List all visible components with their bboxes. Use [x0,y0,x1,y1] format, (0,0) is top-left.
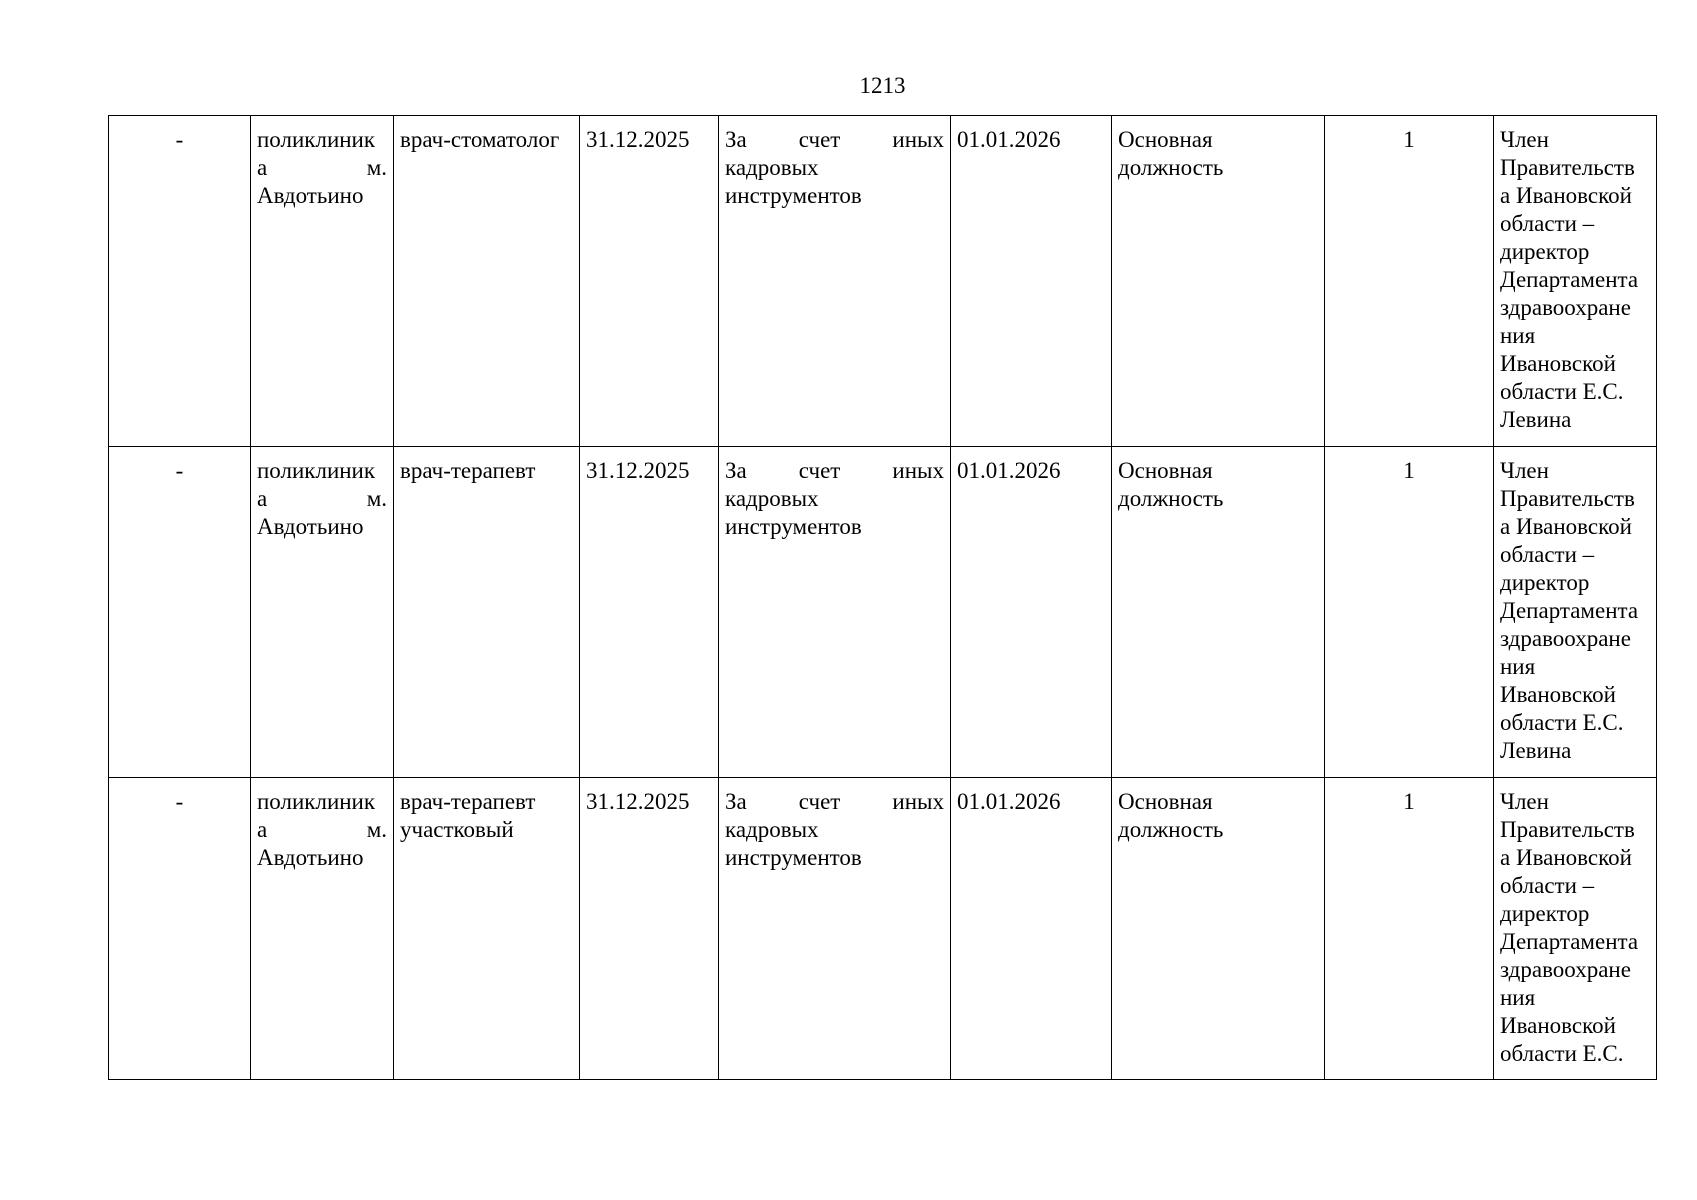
count-cell: 1 [1325,778,1494,1080]
post-type-cell: Основная должность [1112,116,1325,447]
count-cell: 1 [1325,447,1494,778]
row-marker: - [109,447,251,778]
row-marker: - [109,778,251,1080]
post-type-cell: Основная должность [1112,778,1325,1080]
responsible-cell: Член Правительств а Ивановской области – директор Департамента здравоохране ния Ивановской области Е.С. [1494,778,1657,1080]
table-row [109,447,1657,778]
position-cell: врач-терапевт участковый [394,778,580,1080]
table-row [109,778,1657,1080]
page-number: 1213 [859,73,906,98]
staffing-table [108,115,1657,1080]
date-end-cell: 31.12.2025 [580,778,719,1080]
funding-cell: За счет иных кадровых инструментов [719,116,951,447]
table-row [109,116,1657,447]
date-start-cell: 01.01.2026 [951,116,1112,447]
date-start-cell: 01.01.2026 [951,778,1112,1080]
post-type-cell: Основная должность [1112,447,1325,778]
responsible-cell: Член Правительств а Ивановской области – директор Департамента здравоохране ния Ивановской области Е.С. Левина [1494,116,1657,447]
unit-cell: поликлиник а м. Авдотьино [251,116,394,447]
funding-cell: За счет иных кадровых инструментов [719,778,951,1080]
position-cell: врач-стоматолог [394,116,580,447]
date-end-cell: 31.12.2025 [580,447,719,778]
position-cell: врач-терапевт [394,447,580,778]
row-marker: - [109,116,251,447]
date-end-cell: 31.12.2025 [580,116,719,447]
unit-cell: поликлиник а м. Авдотьино [251,447,394,778]
responsible-cell: Член Правительств а Ивановской области – директор Департамента здравоохране ния Ивановской области Е.С. Левина [1494,447,1657,778]
funding-cell: За счет иных кадровых инструментов [719,447,951,778]
unit-cell: поликлиник а м. Авдотьино [251,778,394,1080]
count-cell: 1 [1325,116,1494,447]
date-start-cell: 01.01.2026 [951,447,1112,778]
